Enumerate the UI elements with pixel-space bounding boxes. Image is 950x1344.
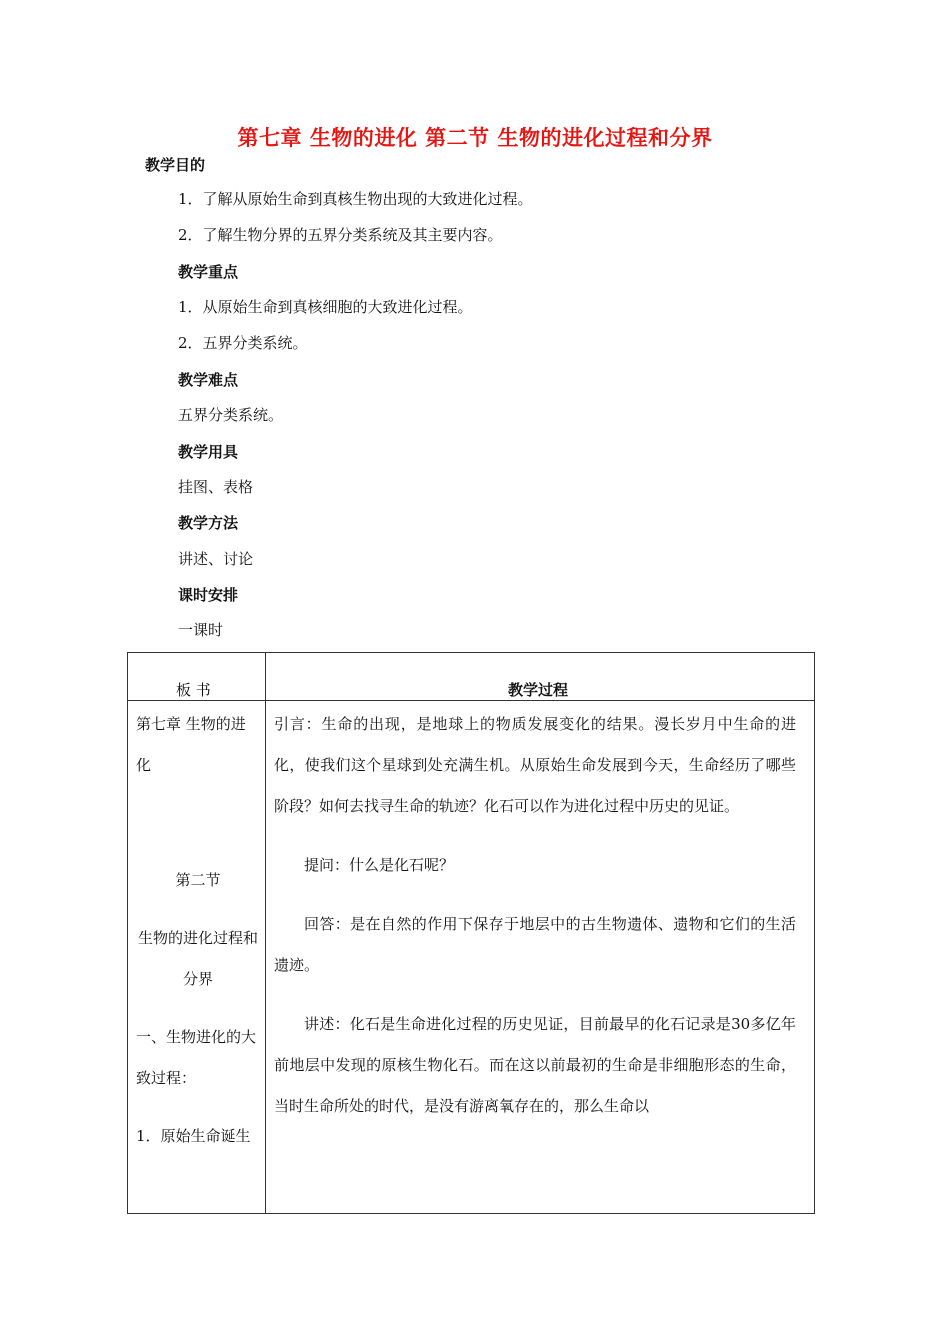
process-column <box>274 704 796 1127</box>
methods-heading: 教学方法 <box>178 514 239 532</box>
board-section-title: 生物的进化过程和分界 <box>137 929 258 988</box>
key-point-item-1: 1．从原始生命到真核细胞的大致进化过程。 <box>178 298 473 316</box>
process-answer: 回答：是在自然的作用下保存于地层中的古生物遗体、遗物和它们的生活遗迹。 <box>274 915 796 974</box>
tools-text: 挂图、表格 <box>178 478 254 496</box>
board-chapter: 第七章 生物的进化 <box>136 715 246 774</box>
header-divider <box>128 700 814 701</box>
objective-item-1: 1．了解从原始生命到真核生物出现的大致进化过程。 <box>178 190 533 208</box>
schedule-text: 一课时 <box>178 621 224 639</box>
column-divider <box>265 653 266 1213</box>
objectives-heading: 教学目的 <box>145 156 206 174</box>
schedule-heading: 课时安排 <box>178 586 239 604</box>
lesson-table <box>127 652 815 1214</box>
difficulty-heading: 教学难点 <box>178 371 239 389</box>
board-section: 第二节 <box>175 871 221 889</box>
key-point-item-2: 2．五界分类系统。 <box>178 334 308 352</box>
process-question: 提问：什么是化石呢？ <box>304 856 455 874</box>
tools-heading: 教学用具 <box>178 443 239 461</box>
board-part-1: 一、生物进化的大致过程： <box>136 1028 257 1087</box>
process-column-header: 教学过程 <box>508 681 569 699</box>
page-title: 第七章 生物的进化 第二节 生物的进化过程和分界 <box>237 126 713 150</box>
objective-item-2: 2．了解生物分界的五界分类系统及其主要内容。 <box>178 226 503 244</box>
key-points-heading: 教学重点 <box>178 263 239 281</box>
board-column-header: 板 书 <box>176 681 211 699</box>
board-column <box>136 704 260 1157</box>
process-intro: 引言：生命的出现，是地球上的物质发展变化的结果。漫长岁月中生命的进化，使我们这个星球到处充满生机。从原始生命发展到今天，生命经历了哪些阶段？如何去找寻生命的轨迹？化石可以作为进化过程中历史的见证。 <box>274 715 796 815</box>
process-narration: 讲述：化石是生命进化过程的历史见证，目前最早的化石记录是30多亿年前地层中发现的原核生物化石。而在这以前最初的生命是非细胞形态的生命，当时生命所处的时代，是没有游离氧存在的，那么生命以 <box>274 1015 796 1115</box>
difficulty-text: 五界分类系统。 <box>178 406 284 424</box>
board-item-1: 1．原始生命诞生 <box>136 1127 251 1145</box>
methods-text: 讲述、讨论 <box>178 550 254 568</box>
